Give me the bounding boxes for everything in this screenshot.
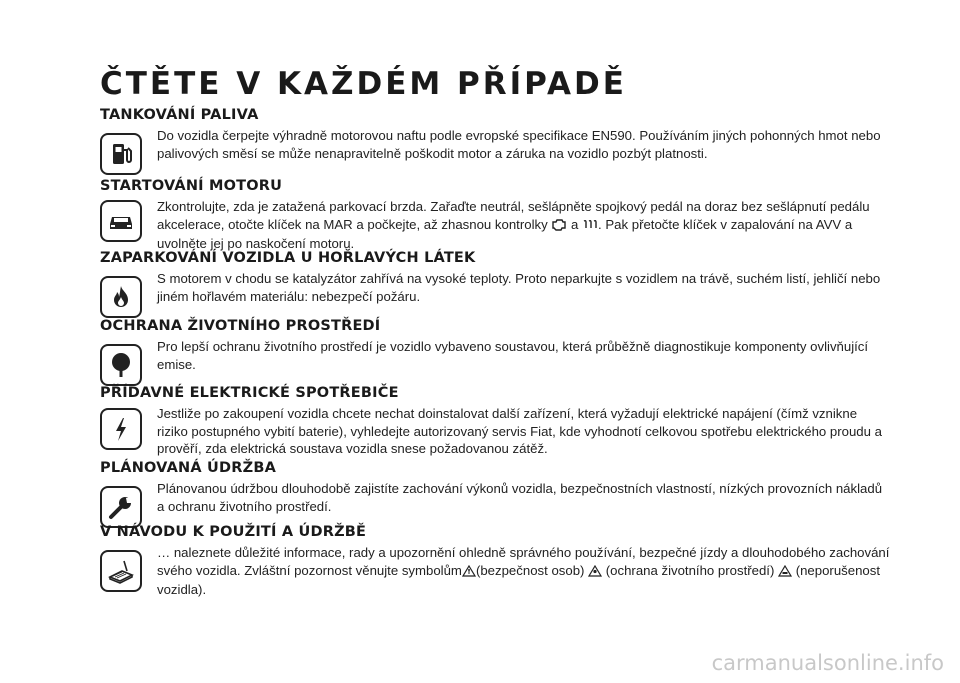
section-heading: PLÁNOVANÁ ÚDRŽBA <box>100 460 276 476</box>
section-text: Plánovanou údržbou dlouhodobě zajistíte zachování výkonů vozidla, bezpečnostních vlastností, nízkých provozních nákladů a ochranu životního prostředí. <box>157 481 883 514</box>
section-heading: V NÁVODU K POUŽITÍ A ÚDRŽBĚ <box>100 524 367 540</box>
engine-warning-icon <box>551 218 567 236</box>
section-environment <box>100 318 890 373</box>
glow-plug-icon <box>582 218 598 236</box>
section-text <box>157 198 890 253</box>
section-heading: ZAPARKOVÁNÍ VOZIDLA U HOŘLAVÝCH LÁTEK <box>100 250 476 266</box>
text-part: Zkontrolujte, zda je zatažená parkovací brzda. Zařaďte neutrál, sešlápněte spojkový pedál na doraz bez sešlápnutí pedálu akcelerace, otočte klíček na MAR a počkejte, až zhasnou kontrolky <box>157 199 870 232</box>
section-fuel <box>100 107 890 162</box>
text-part: . Pak přetočte klíček v zapalování na AVV a uvolněte jej po naskočení motoru. <box>157 216 853 251</box>
person-safety-warning-icon <box>462 564 476 582</box>
vehicle-integrity-warning-icon <box>778 564 792 582</box>
section-start-engine <box>100 178 890 253</box>
section-heading: OCHRANA ŽIVOTNÍHO PROSTŘEDÍ <box>100 318 381 334</box>
book-icon <box>100 550 142 592</box>
section-text <box>157 544 890 599</box>
text-part: (neporušenost vozidla). <box>157 562 881 597</box>
section-text: S motorem v chodu se katalyzátor zahřívá na vysoké teploty. Proto neparkujte s vozidlem na trávě, suchém listí, jehličí nebo jiném hořlavém materiálu: nebezpečí požáru. <box>157 271 881 304</box>
wrench-icon <box>100 486 142 528</box>
section-text: Jestliže po zakoupení vozidla chcete nechat doinstalovat další zařízení, která vyžadují elektrické napájení (čímž vznikne riziko postupného vybití baterie), vyhledejte autorizovaný servis Fiat, kde vyhodnotí celkovou spotřebu elektrického proudu a prověří, zda elektrická soustava vozidla snese požadovanou zátěž. <box>157 406 882 456</box>
section-heading: TANKOVÁNÍ PALIVA <box>100 107 259 123</box>
section-text: Do vozidla čerpejte výhradně motorovou naftu podle evropské specifikace EN590. Používáním jiných pohonných hmot nebo palivových směsí se může nenapravitelně poškodit motor a záruka na vozidlo pozbýt platnosti. <box>157 128 881 161</box>
tree-icon <box>100 344 142 386</box>
section-text: Pro lepší ochranu životního prostředí je vozidlo vybaveno soustavou, která průběžně diagnostikuje komponenty ovlivňující emise. <box>157 339 869 372</box>
page-title: ČTĚTE V KAŽDÉM PŘÍPADĚ <box>100 66 627 102</box>
section-heading: STARTOVÁNÍ MOTORU <box>100 178 283 194</box>
text-part: a <box>567 216 583 232</box>
section-maintenance <box>100 460 890 515</box>
section-manual <box>100 524 890 599</box>
section-electrical <box>100 385 890 458</box>
text-part: … naleznete důležité informace, rady a upozornění ohledně správného používání, bezpečné jízdy a dlouhodobého zachování svého vozidla. Zvláštní pozornost věnujte symbolům <box>157 545 890 578</box>
watermark: carmanualsonline.info <box>711 651 944 675</box>
text-part: (bezpečnost osob) <box>475 562 589 578</box>
flame-icon <box>100 276 142 318</box>
fuel-pump-icon <box>100 133 142 175</box>
text-part: (ochrana životního prostředí) <box>602 562 779 578</box>
section-heading: PŘÍDAVNÉ ELEKTRICKÉ SPOTŘEBIČE <box>100 385 399 401</box>
car-icon <box>100 200 142 242</box>
lightning-icon <box>100 408 142 450</box>
environment-warning-icon <box>588 564 602 582</box>
section-parking <box>100 250 890 305</box>
